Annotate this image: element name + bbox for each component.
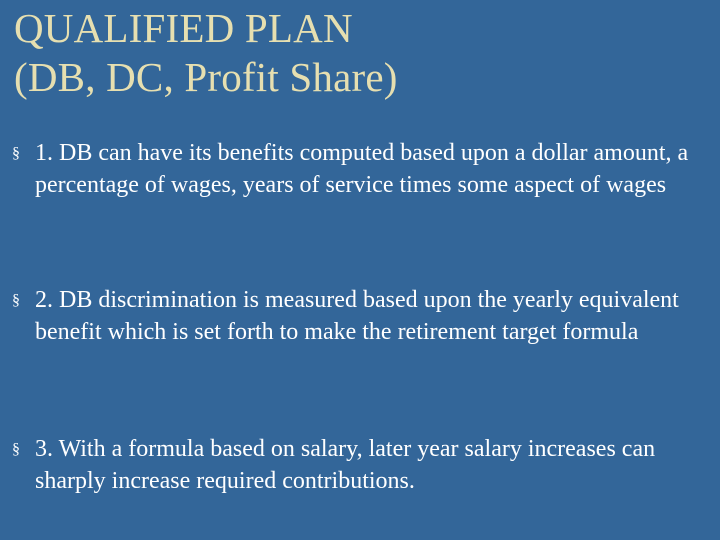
- bullet-text-2: 2. DB discrimination is measured based upon the yearly equivalent benefit which is set forth to make the retirement target formula: [35, 287, 679, 345]
- bullet-marker-icon: §: [12, 145, 20, 162]
- bullet-text-1: 1. DB can have its benefits computed based upon a dollar amount, a percentage of wages, years of service times some aspect of wages: [35, 140, 689, 198]
- slide-title-line-1: QUALIFIED PLAN: [14, 5, 353, 51]
- bullet-marker-icon: §: [12, 292, 20, 309]
- slide-title-line-2: (DB, DC, Profit Share): [14, 54, 398, 100]
- bullet-text-3: 3. With a formula based on salary, later year salary increases can sharply increase required contributions.: [35, 436, 656, 494]
- bullet-marker-icon: §: [12, 441, 20, 458]
